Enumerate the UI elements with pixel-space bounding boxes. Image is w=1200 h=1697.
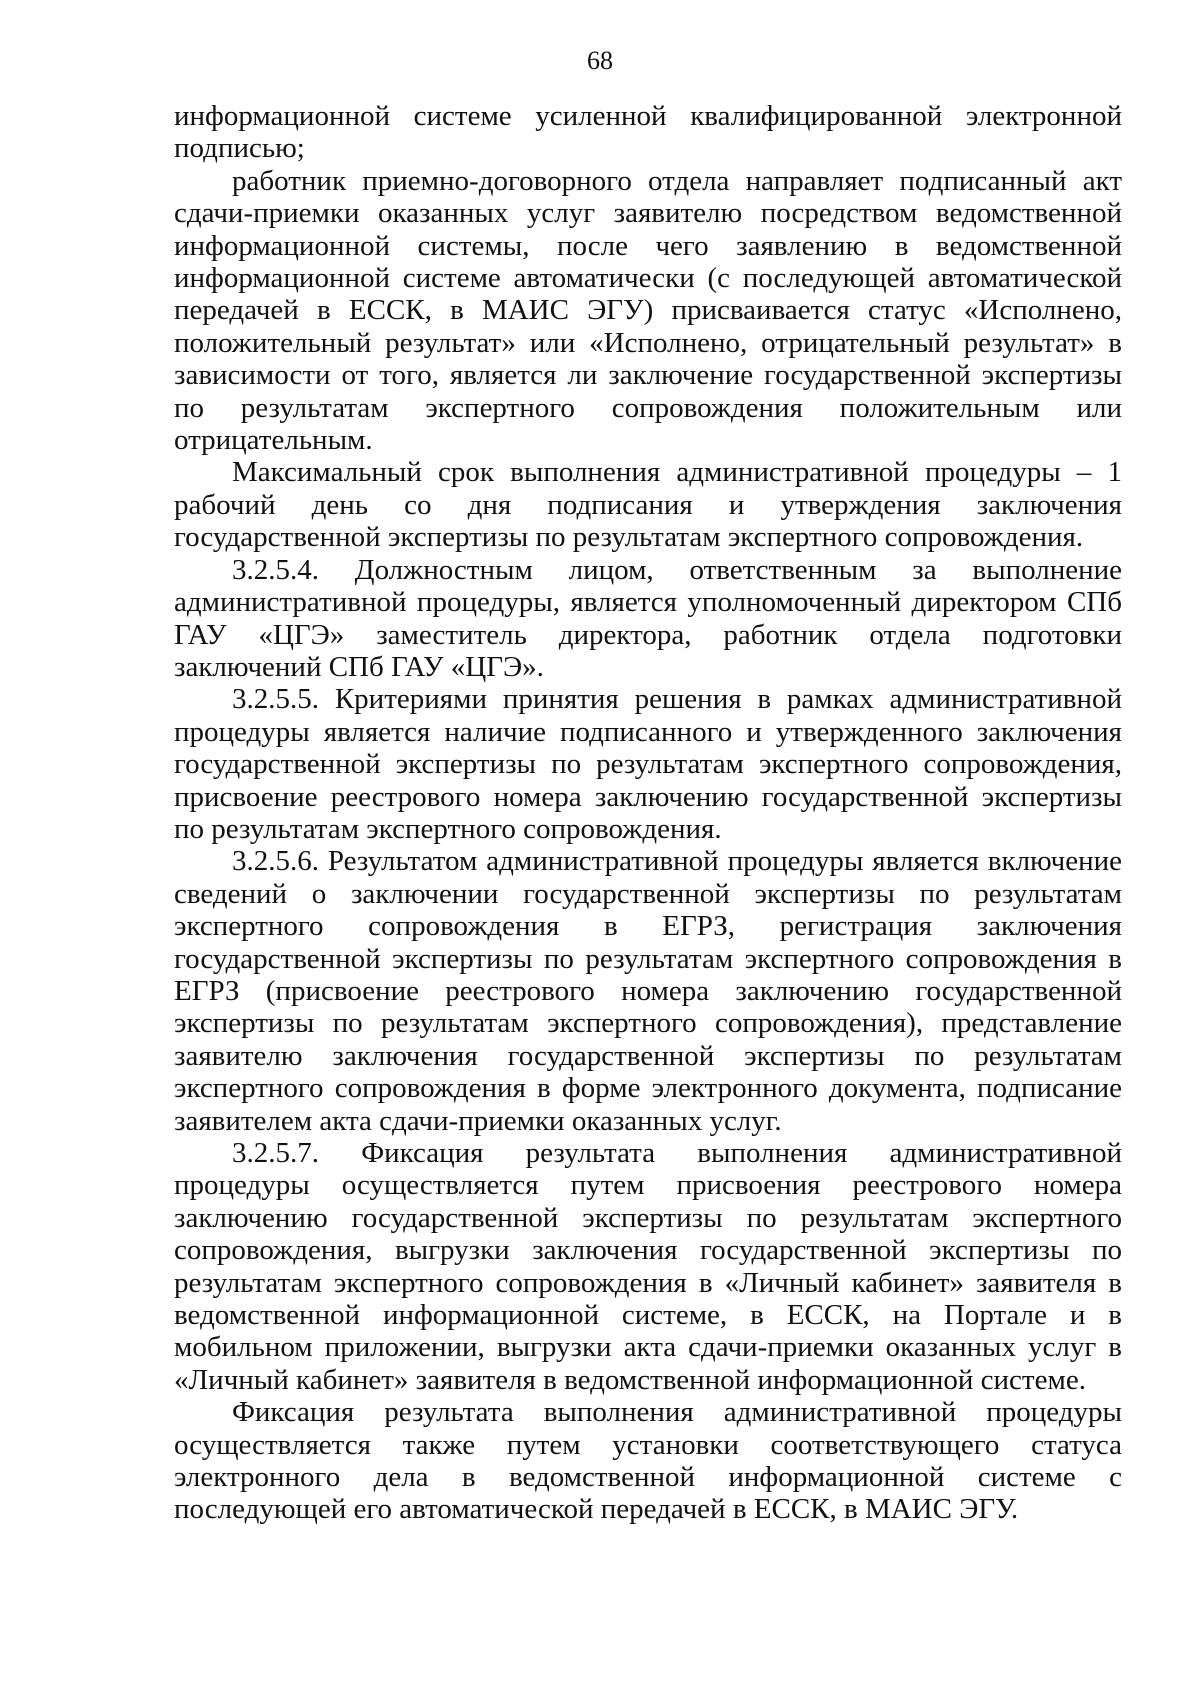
paragraph-3-2-5-5: 3.2.5.5. Критериями принятия решения в рамках административной процедуры является наличие подписанного и утвержденного заключения государственной экспертизы по результатам экспертного сопровождения, присвоение реестрового номера заключению государственной экспертизы по результатам экспертного сопровождения. [174,683,1122,845]
page-number: 68 [587,46,613,75]
paragraph-3-2-5-7: 3.2.5.7. Фиксация результата выполнения административной процедуры осуществляется путем присвоения реестрового номера заключению государственной экспертизы по результатам экспертного сопровождения, выгрузки заключения государственной экспертизы по результатам экспертного сопровождения в «Личный кабинет» заявителя в ведомственной информационной системе, в ЕССК, на Портале и в мобильном приложении, выгрузки акта сдачи-приемки оказанных услуг в «Личный кабинет» заявителя в ведомственной информационной системе. [174,1137,1122,1396]
paragraph-max-term: Максимальный срок выполнения административной процедуры – 1 рабочий день со дня подписания и утверждения заключения государственной экспертизы по результатам экспертного сопровождения. [174,456,1122,554]
paragraph-fixation-status: Фиксация результата выполнения административной процедуры осуществляется также путем установки соответствующего статуса электронного дела в ведомственной информационной системе с последующей его автоматической передачей в ЕССК, в МАИС ЭГУ. [174,1396,1122,1526]
paragraph-3-2-5-6: 3.2.5.6. Результатом административной процедуры является включение сведений о заключении государственной экспертизы по результатам экспертного сопровождения в ЕГРЗ, регистрация заключения государственной экспертизы по результатам экспертного сопровождения в ЕГРЗ (присвоение реестрового номера заключению государственной экспертизы по результатам экспертного сопровождения), представление заявителю заключения государственной экспертизы по результатам экспертного сопровождения в форме электронного документа, подписание заявителем акта сдачи-приемки оказанных услуг. [174,845,1122,1137]
paragraph-3-2-5-4: 3.2.5.4. Должностным лицом, ответственным за выполнение административной процедуры, является уполномоченный директором СПб ГАУ «ЦГЭ» заместитель директора, работник отдела подготовки заключений СПб ГАУ «ЦГЭ». [174,553,1122,683]
paragraph-act-sending: работник приемно-договорного отдела направляет подписанный акт сдачи-приемки оказанных услуг заявителю посредством ведомственной информационной системы, после чего заявлению в ведомственной информационной системе автоматически (с последующей автоматической передачей в ЕССК, в МАИС ЭГУ) присваивается статус «Исполнено, положительный результат» или «Исполнено, отрицательный результат» в зависимости от того, является ли заключение государственной экспертизы по результатам экспертного сопровождения положительным или отрицательным. [174,164,1122,457]
document-body [174,100,1122,1526]
paragraph-continuation: информационной системе усиленной квалифицированной электронной подписью; [174,100,1122,165]
